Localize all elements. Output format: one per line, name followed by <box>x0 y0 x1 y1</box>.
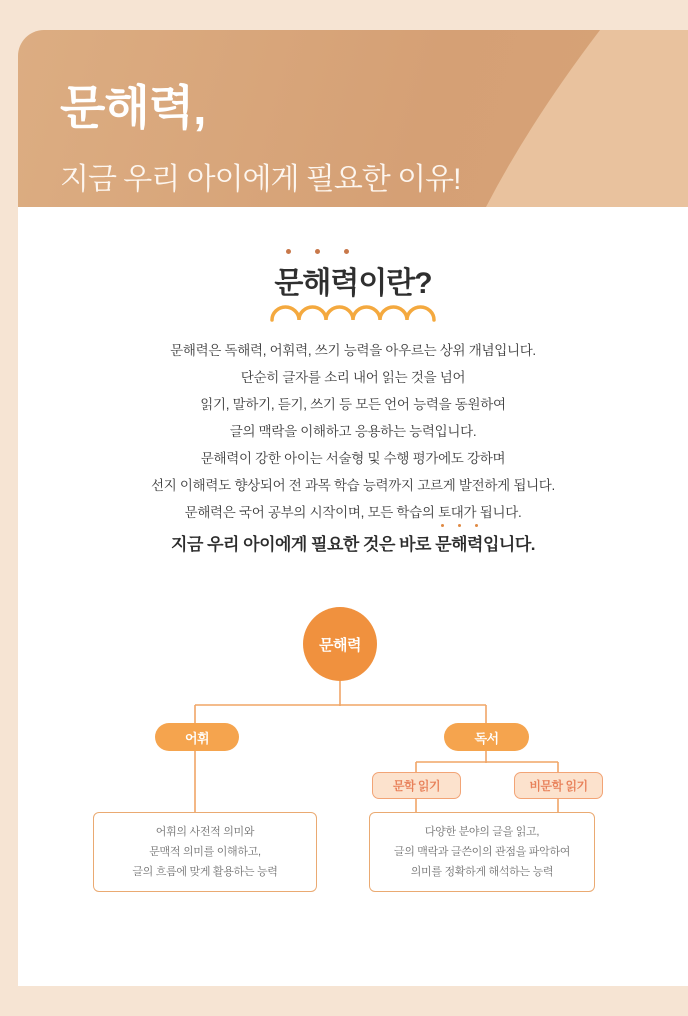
paragraph-line: 문해력은 국어 공부의 시작이며, 모든 학습의 토대가 됩니다. <box>184 505 522 520</box>
wave-underline-icon <box>269 304 437 324</box>
conclusion-accent-wrap <box>435 530 483 555</box>
paragraph-line: 선지 이해력도 향상되어 전 과목 학습 능력까지 고르게 발전하게 됩니다. <box>151 478 555 493</box>
header-title: 문해력, <box>60 81 206 134</box>
paragraph-line: 읽기, 말하기, 듣기, 쓰기 등 모든 언어 능력을 동원하여 <box>200 397 506 412</box>
conclusion-suffix: 입니다. <box>482 535 535 554</box>
conclusion-prefix: 지금 우리 아이에게 필요한 것은 바로 <box>171 535 436 554</box>
diagram-subnode-literary-reading: 문학 읽기 <box>372 772 461 799</box>
conclusion-line <box>18 530 688 555</box>
section-heading <box>18 258 688 302</box>
description-line: 글의 맥락과 글쓴이의 관점을 파악하여 <box>393 846 571 858</box>
diagram-branch-vocabulary: 어휘 <box>155 723 239 751</box>
header-banner <box>18 30 688 207</box>
wave-underline-wrap <box>18 304 688 329</box>
diagram-subnode-nonliterary-reading: 비문학 읽기 <box>514 772 603 799</box>
paragraph-line: 단순히 글자를 소리 내어 읽는 것을 넘어 <box>240 370 466 385</box>
reading-description-box <box>369 812 595 892</box>
description-line: 의미를 정확하게 해석하는 능력 <box>410 866 554 878</box>
intro-paragraph <box>18 337 688 526</box>
heading-accent-wrap <box>274 258 358 302</box>
paragraph-line: 문해력이 강한 아이는 서술형 및 수행 평가에도 강하며 <box>200 451 506 466</box>
paragraph-line: 글의 맥락을 이해하고 응용하는 능력입니다. <box>229 424 477 439</box>
paragraph-line: 문해력은 독해력, 어휘력, 쓰기 능력을 아우르는 상위 개념입니다. <box>170 343 536 358</box>
heading-accent-text: 문해력 <box>274 267 359 300</box>
description-line: 문맥적 의미를 이해하고, <box>149 846 261 858</box>
header-subtitle: 지금 우리 아이에게 필요한 이유! <box>60 163 461 196</box>
description-line: 다양한 분야의 글을 읽고, <box>424 826 540 838</box>
heading-rest-text: 이란? <box>358 267 432 300</box>
diagram-branch-reading: 독서 <box>444 723 529 751</box>
vocabulary-description-box <box>93 812 317 892</box>
diagram-root-node: 문해력 <box>303 607 377 681</box>
description-line: 글의 흐름에 맞게 활용하는 능력 <box>132 866 278 878</box>
conclusion-accent: 문해력 <box>435 535 483 554</box>
description-line: 어휘의 사전적 의미와 <box>155 826 255 838</box>
